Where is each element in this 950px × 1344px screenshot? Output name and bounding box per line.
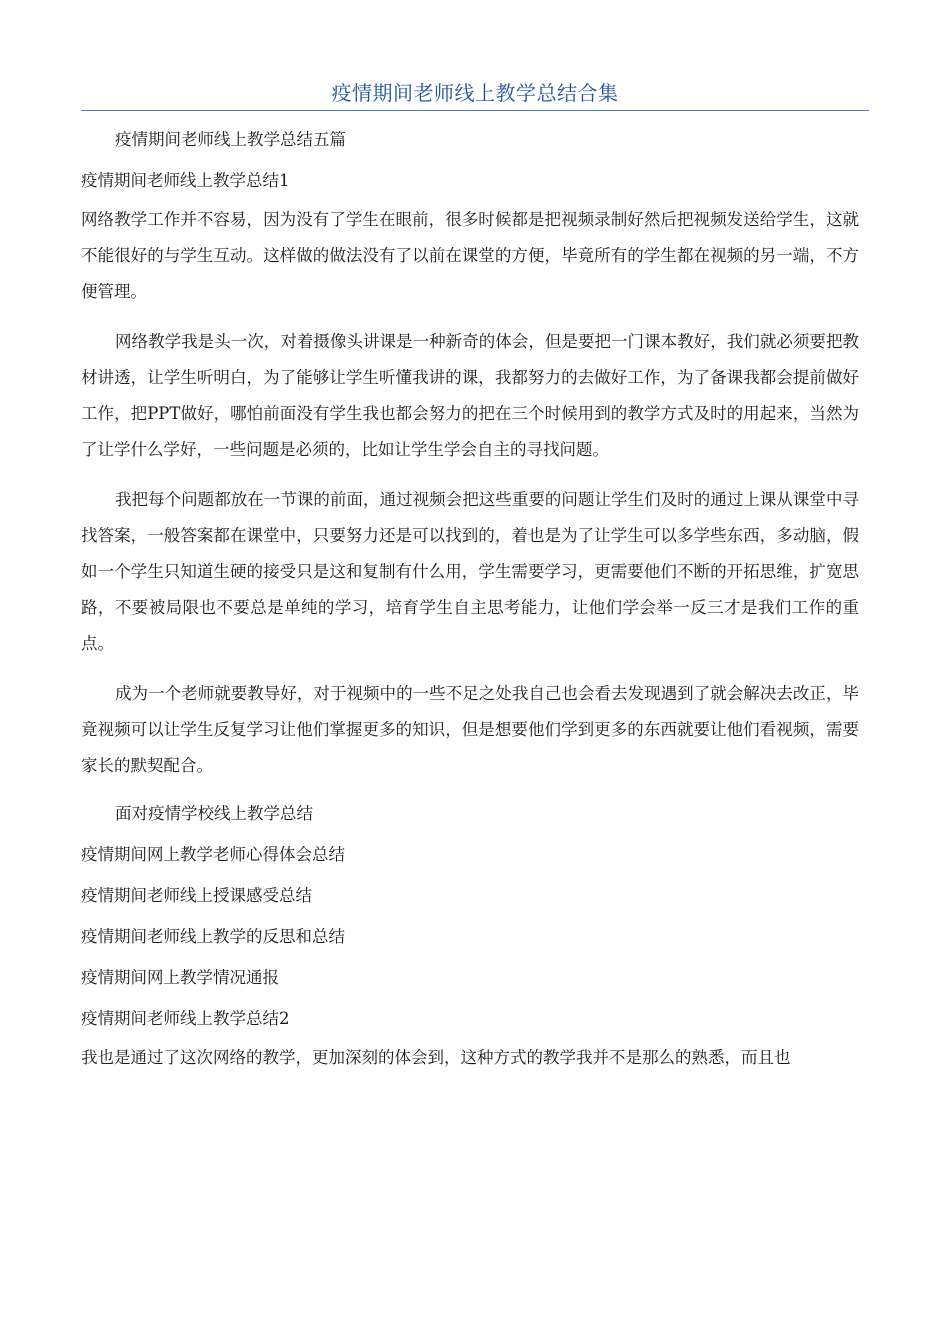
section-heading-2: 疫情期间老师线上教学总结2	[81, 1009, 290, 1028]
related-link-3[interactable]: 疫情期间老师线上授课感受总结	[81, 886, 312, 905]
related-link-1[interactable]: 面对疫情学校线上教学总结	[115, 804, 313, 823]
paragraph-5: 我也是通过了这次网络的教学，更加深刻的体会到，这种方式的教学我并不是那么的熟悉，而且也	[81, 1048, 791, 1067]
paragraph-3: 我把每个问题都放在一节课的前面，通过视频会把这些重要的问题让学生们及时的通过上课从课堂中寻找答案，一般答案都在课堂中，只要努力还是可以找到的，着也是为了让学生可以多学些东西，多动脑，假如一个学生只知道生硬的接受只是这和复制有什么用，学生需要学习，更需要他们不断的开拓思维，扩宽思路，不要被局限也不要总是单纯的学习，培育学生自主思考能力，让他们学会举一反三才是我们工作的重点。	[81, 490, 859, 653]
section-heading-1: 疫情期间老师线上教学总结1	[81, 171, 290, 190]
document-body	[81, 124, 859, 1076]
paragraph-1: 网络教学工作并不容易，因为没有了学生在眼前，很多时候都是把视频录制好然后把视频发送给学生，这就不能很好的与学生互动。这样做的做法没有了以前在课堂的方便，毕竟所有的学生都在视频的另一端，不方便管理。	[81, 210, 859, 301]
subtitle: 疫情期间老师线上教学总结五篇	[115, 130, 346, 149]
related-link-4[interactable]: 疫情期间老师线上教学的反思和总结	[81, 927, 345, 946]
related-link-5[interactable]: 疫情期间网上教学情况通报	[81, 968, 279, 987]
related-link-2[interactable]: 疫情期间网上教学老师心得体会总结	[81, 845, 345, 864]
paragraph-4: 成为一个老师就要教导好，对于视频中的一些不足之处我自己也会看去发现遇到了就会解决去改正，毕竟视频可以让学生反复学习让他们掌握更多的知识，但是想要他们学到更多的东西就要让他们看视频，需要家长的默契配合。	[81, 684, 859, 775]
paragraph-2: 网络教学我是头一次，对着摄像头讲课是一种新奇的体会，但是要把一门课本教好，我们就必须要把教材讲透，让学生听明白，为了能够让学生听懂我讲的课，我都努力的去做好工作，为了备课我都会提前做好工作，把PPT做好，哪怕前面没有学生我也都会努力的把在三个时候用到的教学方式及时的用起来，当然为了让学什么学好，一些问题是必须的，比如让学生学会自主的寻找问题。	[81, 332, 859, 459]
document-title: 疫情期间老师线上教学总结合集	[331, 81, 619, 105]
page-header	[81, 78, 869, 111]
